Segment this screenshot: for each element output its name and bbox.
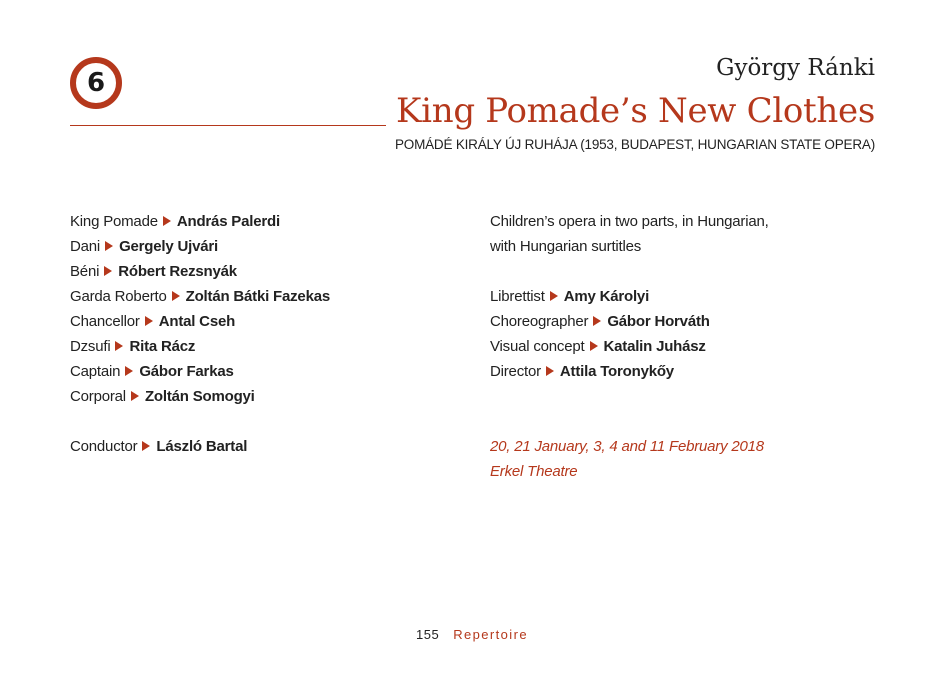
spacer bbox=[490, 409, 769, 434]
role-label: Chancellor bbox=[70, 313, 140, 330]
creative-name: Attila Toronykőy bbox=[559, 363, 674, 380]
section-name: Repertoire bbox=[453, 627, 528, 642]
role-label: Conductor bbox=[70, 438, 138, 455]
arrow-icon bbox=[104, 266, 112, 276]
arrow-icon bbox=[550, 291, 558, 301]
spacer bbox=[490, 259, 769, 284]
chapter-number: 6 bbox=[86, 68, 106, 98]
page-footer bbox=[0, 627, 944, 642]
production-column bbox=[490, 209, 769, 484]
performance-dates: 20, 21 January, 3, 4 and 11 February 2018 bbox=[490, 438, 764, 455]
arrow-icon bbox=[105, 241, 113, 251]
role-label: Garda Roberto bbox=[70, 288, 167, 305]
arrow-icon bbox=[115, 341, 123, 351]
role-label: Choreographer bbox=[490, 313, 589, 330]
cast-row bbox=[70, 359, 330, 384]
arrow-icon bbox=[590, 341, 598, 351]
performer-name: Zoltán Somogyi bbox=[144, 388, 255, 405]
performer-name: Rita Rácz bbox=[129, 338, 196, 355]
page-number: 155 bbox=[416, 627, 440, 642]
opera-title: King Pomade’s New Clothes bbox=[396, 91, 875, 131]
performer-name: András Palerdi bbox=[176, 213, 280, 230]
opera-subtitle: POMÁDÉ KIRÁLY ÚJ RUHÁJA (1953, BUDAPEST, HUNGARIAN STATE OPERA) bbox=[394, 137, 875, 152]
creative-row bbox=[490, 284, 769, 309]
chapter-number-badge bbox=[70, 57, 122, 109]
cast-row bbox=[70, 284, 330, 309]
arrow-icon bbox=[142, 441, 150, 451]
conductor-row bbox=[70, 434, 330, 459]
role-label: Captain bbox=[70, 363, 121, 380]
cast-row bbox=[70, 384, 330, 409]
description-line: Children’s opera in two parts, in Hungarian, bbox=[490, 213, 769, 230]
cast-row bbox=[70, 334, 330, 359]
description-line: with Hungarian surtitles bbox=[490, 238, 642, 255]
performer-name: Antal Cseh bbox=[158, 313, 236, 330]
performer-name: Róbert Rezsnyák bbox=[118, 263, 237, 280]
spacer bbox=[490, 384, 769, 409]
creative-name: Katalin Juhász bbox=[603, 338, 706, 355]
creative-row bbox=[490, 359, 769, 384]
composer-name: György Ránki bbox=[716, 55, 875, 81]
role-label: Dzsufi bbox=[70, 338, 111, 355]
arrow-icon bbox=[131, 391, 139, 401]
creative-name: Amy Károlyi bbox=[563, 288, 650, 305]
creative-row bbox=[490, 334, 769, 359]
arrow-icon bbox=[125, 366, 133, 376]
performer-name: Gábor Farkas bbox=[139, 363, 234, 380]
title-rule bbox=[70, 125, 386, 126]
role-label: Béni bbox=[70, 263, 100, 280]
creative-name: Gábor Horváth bbox=[607, 313, 710, 330]
cast-row bbox=[70, 209, 330, 234]
cast-row bbox=[70, 234, 330, 259]
role-label: Corporal bbox=[70, 388, 126, 405]
performer-name: Zoltán Bátki Fazekas bbox=[185, 288, 331, 305]
arrow-icon bbox=[593, 316, 601, 326]
arrow-icon bbox=[546, 366, 554, 376]
arrow-icon bbox=[163, 216, 171, 226]
performer-name: Gergely Ujvári bbox=[119, 238, 218, 255]
cast-row bbox=[70, 309, 330, 334]
creative-row bbox=[490, 309, 769, 334]
arrow-icon bbox=[145, 316, 153, 326]
role-label: Librettist bbox=[490, 288, 545, 305]
role-label: Dani bbox=[70, 238, 101, 255]
cast-column bbox=[70, 209, 330, 459]
role-label: Director bbox=[490, 363, 541, 380]
role-label: King Pomade bbox=[70, 213, 158, 230]
role-label: Visual concept bbox=[490, 338, 585, 355]
conductor-name: László Bartal bbox=[156, 438, 248, 455]
arrow-icon bbox=[172, 291, 180, 301]
cast-row bbox=[70, 259, 330, 284]
spacer bbox=[70, 409, 330, 434]
performance-venue: Erkel Theatre bbox=[490, 463, 578, 480]
